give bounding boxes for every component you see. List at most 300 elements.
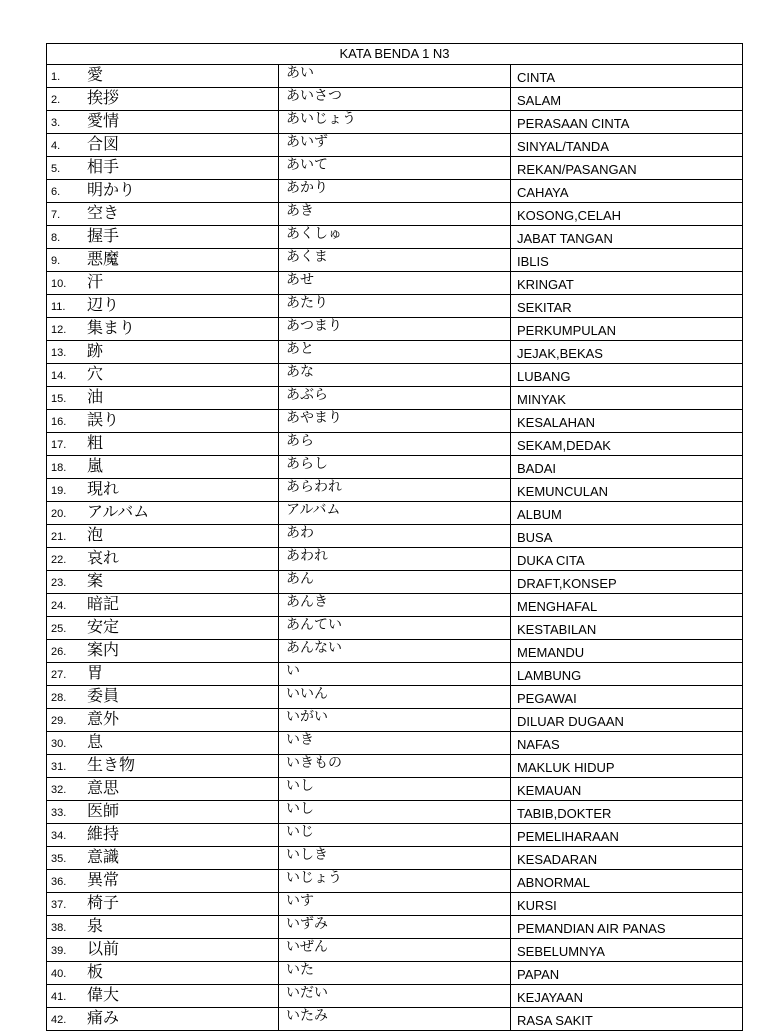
kana-cell [279,640,511,663]
kana-reading: あくしゅ [286,226,342,243]
indonesian-meaning: DUKA CITA [517,553,585,569]
table-row [47,433,743,456]
indonesian-meaning: KESALAHAN [517,415,596,431]
kana-reading: あかり [286,180,328,197]
kana-reading: いじょう [286,870,342,887]
row-number: 34. [51,830,67,843]
kanji-word: 挨拶 [87,88,120,108]
indonesian-meaning: JABAT TANGAN [517,231,613,247]
kana-cell [279,686,511,709]
row-number: 37. [51,899,67,912]
kana-reading: い [286,663,300,680]
row-number: 40. [51,968,67,981]
kanji-word: 偉大 [87,985,120,1005]
meaning-cell [511,88,743,111]
kanji-word: アルバム [87,502,150,522]
table-row [47,824,743,847]
meaning-cell [511,594,743,617]
kanji-word: 安定 [87,617,120,637]
meaning-cell [511,456,743,479]
meaning-cell [511,778,743,801]
meaning-cell [511,801,743,824]
row-number: 31. [51,761,67,774]
indonesian-meaning: IBLIS [517,254,549,270]
kana-reading: あわれ [286,548,328,565]
kanji-cell [47,180,279,203]
kana-cell [279,801,511,824]
kanji-cell [47,663,279,686]
kana-cell [279,525,511,548]
meaning-cell [511,1008,743,1031]
indonesian-meaning: PERASAAN CINTA [517,116,630,132]
kana-reading: いがい [286,709,328,726]
kanji-cell [47,456,279,479]
indonesian-meaning: PEGAWAI [517,691,577,707]
indonesian-meaning: PAPAN [517,967,560,983]
row-number: 39. [51,945,67,958]
kanji-word: 現れ [87,479,120,499]
indonesian-meaning: MAKLUK HIDUP [517,760,615,776]
kana-reading: あやまり [286,410,342,427]
kanji-cell [47,755,279,778]
indonesian-meaning: KOSONG,CELAH [517,208,622,224]
kana-cell [279,1008,511,1031]
row-number: 18. [51,462,67,475]
kana-reading: いぜん [286,939,328,956]
table-row [47,157,743,180]
row-number: 12. [51,324,67,337]
kana-reading: いた [286,962,314,979]
meaning-cell [511,249,743,272]
meaning-cell [511,364,743,387]
kana-reading: アルバム [286,502,341,519]
meaning-cell [511,617,743,640]
indonesian-meaning: KESTABILAN [517,622,597,638]
indonesian-meaning: BUSA [517,530,553,546]
kanji-cell [47,157,279,180]
row-number: 20. [51,508,67,521]
kanji-word: 委員 [87,686,120,706]
meaning-cell [511,111,743,134]
table-row [47,180,743,203]
table-row [47,249,743,272]
kanji-cell [47,295,279,318]
kana-reading: あいず [286,134,328,151]
kana-cell [279,916,511,939]
kanji-cell [47,65,279,88]
kanji-word: 嵐 [87,456,104,476]
row-number: 42. [51,1014,67,1027]
row-number: 36. [51,876,67,889]
kanji-cell [47,548,279,571]
row-number: 3. [51,117,61,130]
kanji-cell [47,249,279,272]
row-number: 2. [51,94,61,107]
kana-reading: いす [286,893,314,910]
kana-reading: いずみ [286,916,328,933]
kanji-word: 痛み [87,1008,120,1028]
indonesian-meaning: PEMANDIAN AIR PANAS [517,921,666,937]
kanji-cell [47,479,279,502]
indonesian-meaning: KEMUNCULAN [517,484,609,500]
kanji-word: 愛情 [87,111,120,131]
kana-reading: いたみ [286,1008,328,1025]
kanji-cell [47,916,279,939]
meaning-cell [511,525,743,548]
kana-reading: あくま [286,249,328,266]
kanji-cell [47,318,279,341]
table-row [47,341,743,364]
indonesian-meaning: DILUAR DUGAAN [517,714,624,730]
indonesian-meaning: NAFAS [517,737,560,753]
indonesian-meaning: SEKAM,DEDAK [517,438,611,454]
kana-cell [279,157,511,180]
kana-cell [279,939,511,962]
meaning-cell [511,387,743,410]
kanji-word: 意識 [87,847,120,867]
kana-reading: あんない [286,640,342,657]
kanji-cell [47,502,279,525]
table-row [47,203,743,226]
indonesian-meaning: BADAI [517,461,557,477]
table-row [47,939,743,962]
kana-reading: あんてい [286,617,342,634]
meaning-cell [511,732,743,755]
meaning-cell [511,824,743,847]
kanji-word: 案 [87,571,104,591]
kanji-cell [47,732,279,755]
kana-reading: あんき [286,594,328,611]
kanji-word: 案内 [87,640,120,660]
kanji-word: 泡 [87,525,104,545]
indonesian-meaning: PERKUMPULAN [517,323,616,339]
table-row [47,709,743,732]
meaning-cell [511,295,743,318]
table-row [47,594,743,617]
kanji-cell [47,134,279,157]
row-number: 26. [51,646,67,659]
indonesian-meaning: JEJAK,BEKAS [517,346,603,362]
kana-cell [279,594,511,617]
meaning-cell [511,157,743,180]
kana-cell [279,824,511,847]
kanji-cell [47,870,279,893]
kanji-cell [47,778,279,801]
row-number: 17. [51,439,67,452]
table-row [47,755,743,778]
indonesian-meaning: CINTA [517,70,556,86]
kanji-word: 泉 [87,916,104,936]
meaning-cell [511,571,743,594]
kana-reading: あき [286,203,314,220]
kanji-cell [47,111,279,134]
table-row [47,870,743,893]
kana-cell [279,962,511,985]
kana-cell [279,134,511,157]
kanji-cell [47,801,279,824]
kana-reading: いじ [286,824,314,841]
kana-reading: いし [286,801,314,818]
kanji-word: 意思 [87,778,120,798]
kana-cell [279,180,511,203]
row-number: 28. [51,692,67,705]
kana-reading: あと [286,341,314,358]
kanji-word: 医師 [87,801,120,821]
indonesian-meaning: LAMBUNG [517,668,582,684]
kanji-word: 維持 [87,824,120,844]
kanji-cell [47,272,279,295]
kana-cell [279,617,511,640]
table-row [47,847,743,870]
indonesian-meaning: RASA SAKIT [517,1013,593,1029]
row-number: 1. [51,71,61,84]
kana-cell [279,479,511,502]
kanji-cell [47,709,279,732]
table-row [47,479,743,502]
kanji-cell [47,893,279,916]
table-row [47,272,743,295]
kanji-word: 哀れ [87,548,120,568]
row-number: 4. [51,140,61,153]
kana-reading: あら [286,433,314,450]
table-row [47,410,743,433]
table-row [47,617,743,640]
kanji-word: 汗 [87,272,104,292]
row-number: 30. [51,738,67,751]
table-row [47,387,743,410]
kanji-word: 愛 [87,65,104,85]
kana-cell [279,364,511,387]
row-number: 16. [51,416,67,429]
kana-reading: あいて [286,157,328,174]
table-row [47,962,743,985]
kana-cell [279,709,511,732]
indonesian-meaning: KURSI [517,898,557,914]
table-row [47,548,743,571]
kanji-word: 異常 [87,870,120,890]
kana-reading: いき [286,732,314,749]
table-row [47,295,743,318]
row-number: 38. [51,922,67,935]
meaning-cell [511,916,743,939]
row-number: 27. [51,669,67,682]
table-title-row [47,44,743,65]
kanji-word: 辺り [87,295,120,315]
table-row [47,134,743,157]
kana-cell [279,410,511,433]
kana-cell [279,732,511,755]
meaning-cell [511,180,743,203]
row-number: 32. [51,784,67,797]
meaning-cell [511,640,743,663]
kana-cell [279,456,511,479]
indonesian-meaning: SEKITAR [517,300,572,316]
kanji-word: 悪魔 [87,249,120,269]
kanji-cell [47,88,279,111]
kanji-cell [47,226,279,249]
meaning-cell [511,709,743,732]
indonesian-meaning: MEMANDU [517,645,585,661]
row-number: 13. [51,347,67,360]
row-number: 25. [51,623,67,636]
indonesian-meaning: KEMAUAN [517,783,582,799]
indonesian-meaning: ABNORMAL [517,875,590,891]
kanji-cell [47,962,279,985]
kanji-word: 誤り [87,410,120,430]
kana-cell [279,88,511,111]
kanji-word: 明かり [87,180,136,200]
row-number: 7. [51,209,61,222]
row-number: 10. [51,278,67,291]
row-number: 9. [51,255,61,268]
kana-reading: あたり [286,295,328,312]
row-number: 33. [51,807,67,820]
kanji-cell [47,985,279,1008]
indonesian-meaning: KESADARAN [517,852,598,868]
kana-reading: あい [286,65,314,82]
row-number: 5. [51,163,61,176]
kanji-word: 跡 [87,341,104,361]
kana-reading: あつまり [286,318,342,335]
kana-reading: あいさつ [286,88,342,105]
kanji-cell [47,341,279,364]
table-title: KATA BENDA 1 N3 [47,44,743,65]
kana-cell [279,341,511,364]
kanji-word: 意外 [87,709,120,729]
kanji-word: 暗記 [87,594,120,614]
meaning-cell [511,962,743,985]
kanji-cell [47,203,279,226]
row-number: 29. [51,715,67,728]
table-row [47,985,743,1008]
table-row [47,801,743,824]
kanji-word: 椅子 [87,893,120,913]
indonesian-meaning: KEJAYAAN [517,990,583,1006]
meaning-cell [511,548,743,571]
kanji-word: 集まり [87,318,136,338]
row-number: 35. [51,853,67,866]
table-row [47,456,743,479]
kana-reading: あん [286,571,314,588]
kanji-cell [47,410,279,433]
row-number: 19. [51,485,67,498]
kanji-word: 胃 [87,663,104,683]
row-number: 24. [51,600,67,613]
table-row [47,226,743,249]
kanji-cell [47,1008,279,1031]
meaning-cell [511,847,743,870]
table-row [47,88,743,111]
kanji-cell [47,640,279,663]
table-row [47,640,743,663]
indonesian-meaning: MENGHAFAL [517,599,598,615]
meaning-cell [511,203,743,226]
kana-cell [279,548,511,571]
kanji-cell [47,939,279,962]
kana-reading: いし [286,778,314,795]
kana-cell [279,249,511,272]
meaning-cell [511,65,743,88]
indonesian-meaning: ALBUM [517,507,562,523]
kanji-word: 油 [87,387,104,407]
kanji-word: 以前 [87,939,120,959]
row-number: 21. [51,531,67,544]
kanji-cell [47,571,279,594]
row-number: 41. [51,991,67,1004]
table-row [47,571,743,594]
kanji-word: 息 [87,732,104,752]
meaning-cell [511,272,743,295]
kana-cell [279,111,511,134]
meaning-cell [511,502,743,525]
table-row [47,525,743,548]
kanji-cell [47,824,279,847]
indonesian-meaning: PEMELIHARAAN [517,829,619,845]
indonesian-meaning: REKAN/PASANGAN [517,162,637,178]
table-row [47,364,743,387]
vocabulary-table [46,43,743,1031]
kanji-cell [47,686,279,709]
meaning-cell [511,686,743,709]
table-row [47,111,743,134]
meaning-cell [511,134,743,157]
meaning-cell [511,870,743,893]
row-number: 6. [51,186,61,199]
indonesian-meaning: SINYAL/TANDA [517,139,609,155]
indonesian-meaning: TABIB,DOKTER [517,806,612,822]
kanji-word: 板 [87,962,104,982]
indonesian-meaning: SEBELUMNYA [517,944,605,960]
kana-reading: あいじょう [286,111,356,128]
row-number: 23. [51,577,67,590]
kana-cell [279,847,511,870]
indonesian-meaning: DRAFT,KONSEP [517,576,617,592]
kana-reading: あせ [286,272,314,289]
kana-cell [279,893,511,916]
kanji-word: 合図 [87,134,120,154]
table-row [47,916,743,939]
indonesian-meaning: KRINGAT [517,277,574,293]
kana-cell [279,226,511,249]
kanji-word: 相手 [87,157,120,177]
kanji-word: 空き [87,203,120,223]
kanji-cell [47,617,279,640]
kana-cell [279,65,511,88]
kanji-word: 生き物 [87,755,136,775]
kana-reading: あな [286,364,314,381]
kana-cell [279,318,511,341]
table-row [47,893,743,916]
table-row [47,663,743,686]
row-number: 11. [51,301,66,314]
row-number: 8. [51,232,61,245]
meaning-cell [511,939,743,962]
kana-cell [279,663,511,686]
meaning-cell [511,341,743,364]
kana-reading: いいん [286,686,328,703]
kana-cell [279,387,511,410]
row-number: 15. [51,393,67,406]
kanji-cell [47,433,279,456]
kana-reading: あわ [286,525,314,542]
kanji-cell [47,594,279,617]
table-row [47,1008,743,1031]
meaning-cell [511,663,743,686]
row-number: 22. [51,554,67,567]
table-row [47,502,743,525]
kana-cell [279,433,511,456]
kanji-cell [47,387,279,410]
